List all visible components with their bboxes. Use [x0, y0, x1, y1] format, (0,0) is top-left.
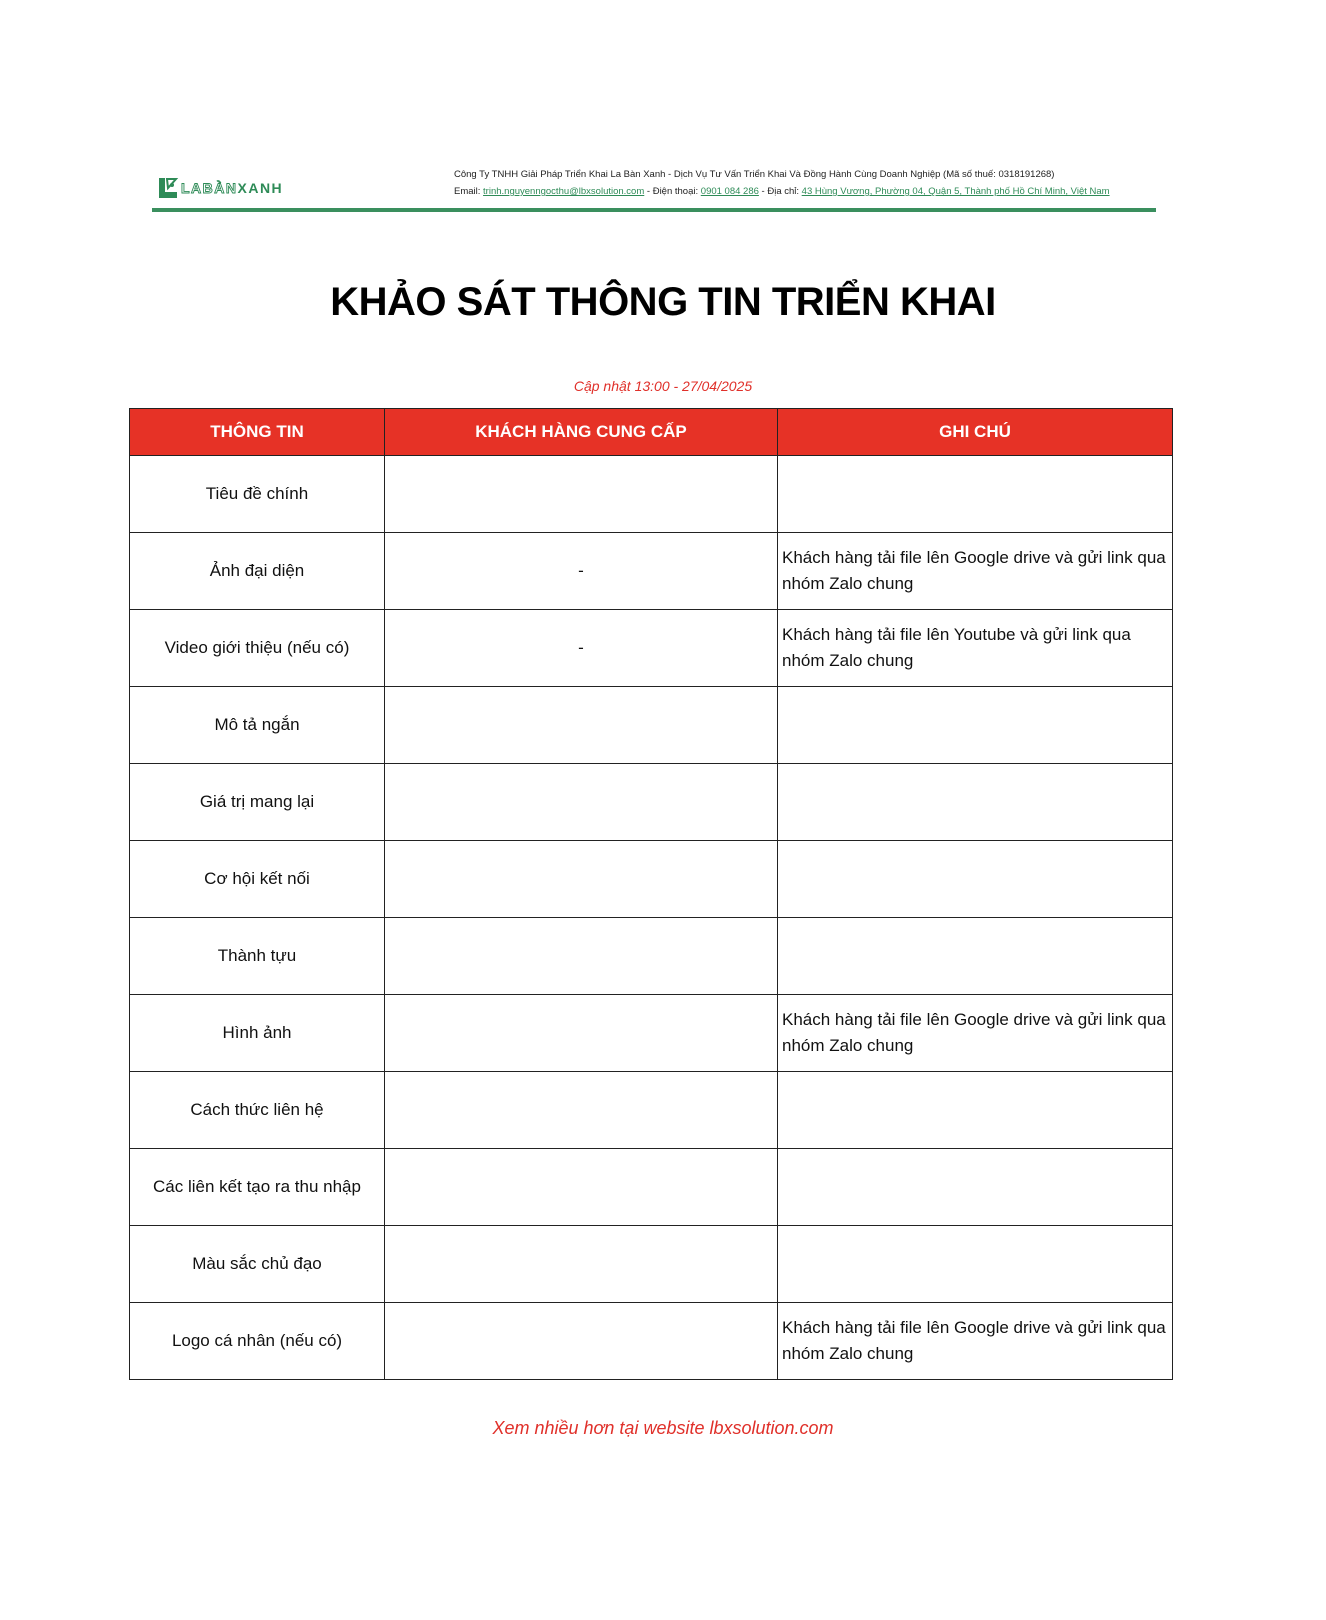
- row-note: [778, 1149, 1173, 1226]
- contact-line: [454, 183, 1164, 200]
- row-provided-value[interactable]: [385, 918, 778, 995]
- row-label: Thành tựu: [130, 918, 385, 995]
- row-label: Video giới thiệu (nếu có): [130, 610, 385, 687]
- table-row: [130, 841, 1173, 918]
- row-label: Ảnh đại diện: [130, 533, 385, 610]
- row-provided-value[interactable]: [385, 1149, 778, 1226]
- table-row: [130, 610, 1173, 687]
- row-note: [778, 456, 1173, 533]
- header-divider: [152, 208, 1156, 212]
- row-label: Cách thức liên hệ: [130, 1072, 385, 1149]
- compass-logo-icon: [157, 176, 179, 200]
- email-label: Email:: [454, 186, 481, 197]
- table-row: [130, 1226, 1173, 1303]
- row-provided-value[interactable]: [385, 1072, 778, 1149]
- phone-label: - Điện thoại:: [646, 186, 699, 197]
- table-row: [130, 918, 1173, 995]
- row-provided-value[interactable]: [385, 995, 778, 1072]
- row-provided-value[interactable]: [385, 687, 778, 764]
- row-label: Màu sắc chủ đạo: [130, 1226, 385, 1303]
- row-label: Mô tả ngắn: [130, 687, 385, 764]
- company-line: Công Ty TNHH Giải Pháp Triển Khai La Bàn Xanh - Dịch Vụ Tư Vấn Triển Khai Và Đồng Hành Cùng Doanh Nghiệp (Mã số thuế: 0318191268): [454, 169, 1055, 180]
- address-label: - Địa chỉ:: [761, 186, 800, 197]
- row-provided-value[interactable]: -: [385, 610, 778, 687]
- row-note: Khách hàng tải file lên Google drive và gửi link qua nhóm Zalo chung: [778, 533, 1173, 610]
- footer-website-link[interactable]: Xem nhiều hơn tại website lbxsolution.com: [492, 1418, 834, 1438]
- column-header-provided: KHÁCH HÀNG CUNG CẤP: [385, 409, 778, 456]
- table-header-row: [130, 409, 1173, 456]
- table-row: [130, 764, 1173, 841]
- survey-table: [129, 408, 1173, 1380]
- row-provided-value[interactable]: [385, 1303, 778, 1380]
- document-header: [152, 166, 1156, 214]
- row-note: Khách hàng tải file lên Google drive và gửi link qua nhóm Zalo chung: [778, 995, 1173, 1072]
- row-note: [778, 687, 1173, 764]
- logo-text-xanh: XANH: [237, 180, 284, 196]
- row-label: Giá trị mang lại: [130, 764, 385, 841]
- row-note: [778, 764, 1173, 841]
- logo-wordmark: [181, 176, 283, 200]
- row-provided-value[interactable]: [385, 841, 778, 918]
- row-note: [778, 918, 1173, 995]
- row-provided-value[interactable]: [385, 1226, 778, 1303]
- email-link[interactable]: trinh.nguyenngocthu@lbxsolution.com: [483, 186, 645, 197]
- row-note: [778, 1072, 1173, 1149]
- page-title: KHẢO SÁT THÔNG TIN TRIỂN KHAI: [330, 280, 996, 324]
- address-link[interactable]: 43 Hùng Vương, Phường 04, Quận 5, Thành phố Hồ Chí Minh, Việt Nam: [801, 186, 1110, 197]
- logo-text-labang: LABÀN: [181, 180, 238, 196]
- table-row: [130, 687, 1173, 764]
- table-row: [130, 995, 1173, 1072]
- table-row: [130, 1072, 1173, 1149]
- row-label: Cơ hội kết nối: [130, 841, 385, 918]
- row-label: Các liên kết tạo ra thu nhập: [130, 1149, 385, 1226]
- row-label: Hình ảnh: [130, 995, 385, 1072]
- row-provided-value[interactable]: -: [385, 533, 778, 610]
- company-logo: [157, 173, 283, 203]
- row-note: [778, 841, 1173, 918]
- phone-link[interactable]: 0901 084 286: [700, 186, 759, 197]
- row-label: Logo cá nhân (nếu có): [130, 1303, 385, 1380]
- row-label: Tiêu đề chính: [130, 456, 385, 533]
- row-provided-value[interactable]: [385, 456, 778, 533]
- table-row: [130, 533, 1173, 610]
- updated-timestamp: Cập nhật 13:00 - 27/04/2025: [573, 378, 753, 394]
- row-note: [778, 1226, 1173, 1303]
- company-info: [454, 166, 1164, 200]
- row-note: Khách hàng tải file lên Youtube và gửi link qua nhóm Zalo chung: [778, 610, 1173, 687]
- row-note: Khách hàng tải file lên Google drive và gửi link qua nhóm Zalo chung: [778, 1303, 1173, 1380]
- row-provided-value[interactable]: [385, 764, 778, 841]
- column-header-note: GHI CHÚ: [778, 409, 1173, 456]
- table-row: [130, 456, 1173, 533]
- table-row: [130, 1303, 1173, 1380]
- column-header-info: THÔNG TIN: [130, 409, 385, 456]
- table-row: [130, 1149, 1173, 1226]
